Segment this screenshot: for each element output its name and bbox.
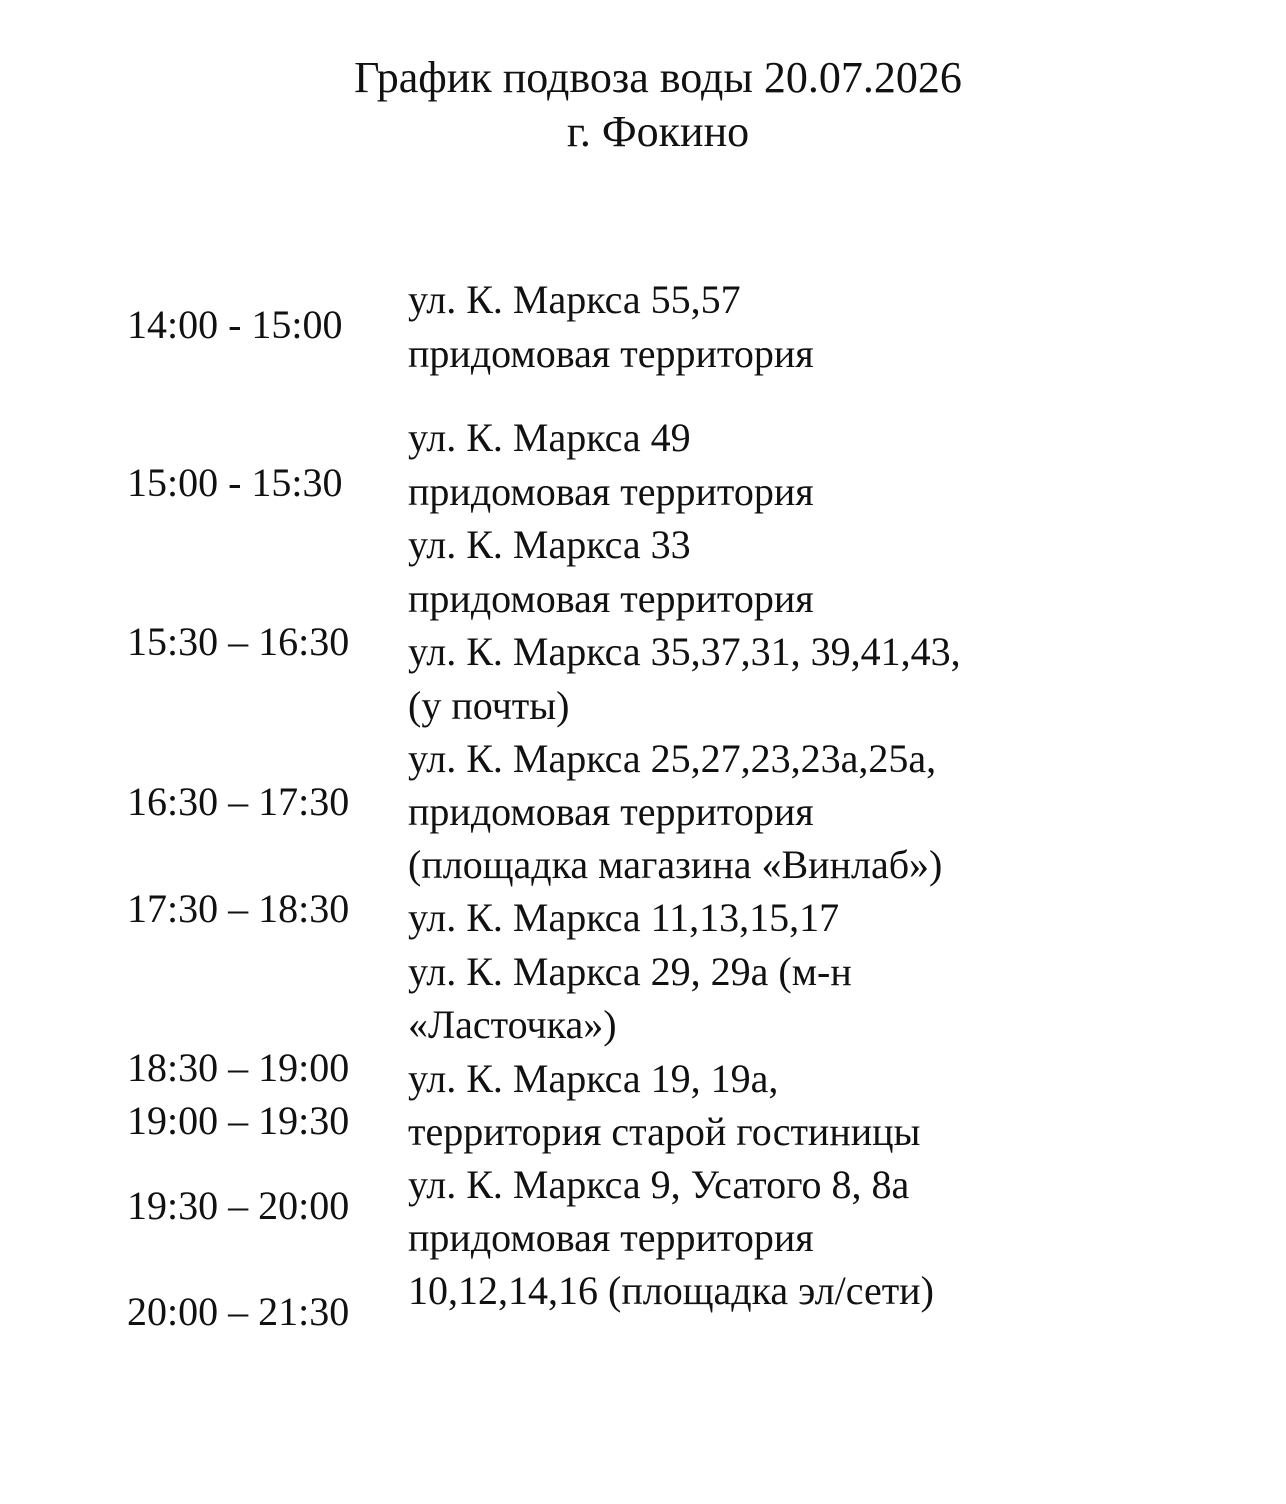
time-slot: 19:00 – 19:30 xyxy=(127,1098,350,1143)
address-line: придомовая территория xyxy=(408,576,814,621)
address-line: придомовая территория xyxy=(408,1215,814,1260)
document-title: График подвоза воды 20.07.2026 xyxy=(354,53,962,102)
address-line: ул. К. Маркса 11,13,15,17 xyxy=(408,895,840,940)
address-line: ул. К. Маркса 49 xyxy=(408,415,691,460)
address-line: ул. К. Маркса 19, 19а, xyxy=(408,1056,779,1101)
time-slot: 15:30 – 16:30 xyxy=(127,619,350,664)
address-line: ул. К. Маркса 33 xyxy=(408,522,691,567)
address-line: «Ласточка») xyxy=(408,1002,617,1047)
address-line: территория старой гостиницы xyxy=(408,1109,921,1154)
time-slot: 20:00 – 21:30 xyxy=(127,1289,350,1334)
address-line: 10,12,14,16 (площадка эл/сети) xyxy=(408,1268,934,1313)
address-line: придомовая территория xyxy=(408,469,814,514)
address-line: придомовая территория xyxy=(408,331,814,376)
address-line: ул. К. Маркса 29, 29а (м-н xyxy=(408,949,852,994)
address-line: ул. К. Маркса 55,57 xyxy=(408,277,741,322)
time-slot: 16:30 – 17:30 xyxy=(127,779,350,824)
address-line: придомовая территория xyxy=(408,789,814,834)
city-name: г. Фокино xyxy=(566,107,750,156)
time-slot: 18:30 – 19:00 xyxy=(127,1045,350,1090)
time-slot: 15:00 - 15:30 xyxy=(127,460,343,505)
address-line: ул. К. Маркса 9, Усатого 8, 8а xyxy=(408,1162,910,1207)
address-line: ул. К. Маркса 35,37,31, 39,41,43, xyxy=(408,629,961,674)
time-slot: 14:00 - 15:00 xyxy=(127,302,343,347)
address-line: (у почты) xyxy=(408,683,570,728)
address-line: (площадка магазина «Винлаб») xyxy=(408,842,943,887)
address-line: ул. К. Маркса 25,27,23,23а,25а, xyxy=(408,736,937,781)
time-slot: 19:30 – 20:00 xyxy=(127,1183,350,1228)
time-slot: 17:30 – 18:30 xyxy=(127,886,350,931)
